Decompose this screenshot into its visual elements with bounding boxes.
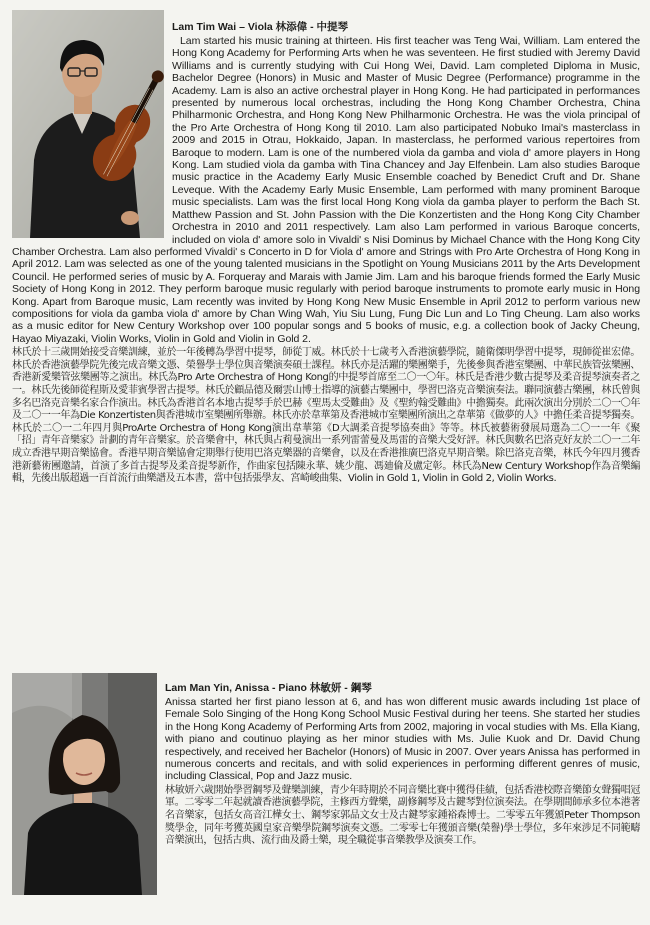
portrait-violist [12, 10, 164, 238]
bio-english-text: Anissa started her first piano lesson at 6, and has won different music awards including 1st place of Female Solo Singing of the Hong Kong School Music Festival during her teens. She started her studies in the Hong Kong Academy of Performing Arts from 2002, majoring in vocal studies with Ms. Ella Kiang, with piano and coutinuo playing as her minor studies with Ms. Julie Kuok and Dr. David Chung respectively, and received her Bachelor (Honors) of Music in 2007. Over years Anissa has performed in numerous concerts and recitals, and with solid experiences in performing different genres of music, including Classical, Pop and Jazz music. [165, 696, 640, 783]
bio-chinese-text: 林敏妍六歲開始學習鋼琴及聲樂訓練，青少年時期於不同音樂比賽中獲得佳績，包括香港校際音樂節女聲獨唱冠軍。二零零二年起就讀香港演藝學院，主修西方聲樂，副修鋼琴及古鍵琴對位演奏法。在學期間師承多位本港著名音樂家，包括女高音江樺女士、鋼琴家郭品文女士及古鍵琴家鍾裕森博士。二零零五年獲頒Peter Thompson獎學金，同年考獲英國皇家音樂學院鋼琴演奏文憑。二零零七年獲頒音樂(榮譽)學士學位，多年來涉足不同範疇音樂演出，包括古典、流行曲及爵士樂，現全職從事音樂教學及演奏工作。 [165, 784, 640, 847]
bio-heading: Lam Tim Wai – Viola 林添偉 - 中提琴 [172, 21, 349, 33]
bio-lam-tim-wai [12, 10, 640, 486]
pianist-photo-illustration [12, 673, 157, 895]
bio-heading: Lam Man Yin, Anissa - Piano 林敏妍 - 鋼琴 [165, 682, 372, 694]
bio-lam-man-yin [12, 673, 640, 897]
bio-chinese-text: 林氏於十三歲開始接受音樂訓練，並於一年後轉為學習中提琴，師從丁威。林氏於十七歲考入香港演藝學院，隨衛傑明學習中提琴，現師從崔宏偉。林氏於香港演藝學院先後完成音樂文憑、榮譽學士學位與音樂演奏碩士課程。林氏亦是活躍的樂團樂手，先後參與香港室樂團、中華民族管弦樂團、香港新愛樂管弦樂團等之演出。林氏為Pro Arte Orchestra of Hong Kong的中提琴首席至二〇一〇年。林氏是香港少數古提琴及柔音提琴演奏者之一。林氏先後師從程斯及愛菲賓學習古提琴。林氏於顧品德及爾雲山博士指導的演藝古樂團中，學習巴洛克音樂演奏法。聯同演藝古樂團，林氏曾與多名巴洛克音樂名家合作演出。林氏為香港首名本地古提琴手於巴赫《聖馬太受難曲》及《聖約翰受難曲》中擔獨奏。此兩次演出分別於二〇一〇年及二〇一一年為Die Konzertisten與香港城市室樂團所舉辦。林氏亦於韋華第及香港城市室樂團所演出之韋華第《做夢的人》中擔任柔音提琴獨奏。林氏於二〇一二年四月與ProArte Orchestra of Hong Kong演出韋華第《D大調柔音提琴協奏曲》等等。林氏被藝術發展局選為二〇一一年《聚「招」青年音樂家》計劃的青年音樂家。於音樂會中，林氏與占莉曼演出一系列雷蕾曼及馬雷的音樂大受好評。林氏與數名巴洛克好友於二〇一二年成立香港早期音樂協會。香港早期音樂協會定期舉行使用巴洛克樂器的音樂會，以及在香港推廣巴洛克早期音樂。除巴洛克音樂，林氏今年四月獲香港新藝術團邀請，首演了多首古提琴及柔音提琴新作，作曲家包括陳永華、姚少龍、馮廸倫及盧定彰。林氏為New Century Workshop作為音樂編輯，先後出版超過一百首流行曲樂譜及五本書，當中包括張學友、宮崎峻曲集、Violin in Gold 1, Violin in Gold 2, Violin Works. [12, 347, 640, 485]
violist-photo-illustration [12, 10, 164, 238]
bio-english-text: Lam started his music training at thirteen. His first teacher was Teng Wai, William. Lam entered the Hong Kong Academy for Performing Arts when he was seventeen. He first studied with Jeremy David Williams and is currently studying with Cui Hong Wei, David. Lam completed Diploma in Music, Bachelor Degree (Honors) in Music and Master of Music Degree (Performance) programme in the Academy. Lam is also an active orchestral player in Hong Kong. He had participated in performances presented by numerous local orchestras, including the Hong Kong Chamber Orchestra, China Philharmonic Orchestra, and Hong Kong New Philharmonic Orchestra. He was the viola principal of the Pro Arte Orchestra of Hong Kong til 2010. Lam also participated Nobuko Imai's masterclass in 2009 and 2015 in Otrau, Hokkaido, Japan. In masterclass, he performed various repertoires from Baroque to modern. Lam is one of the numbered viola da gamba and viola d' amore players in Hong Kong. Lam studied viola da gamba with Tina Chancey and Jay Elfenbein. Lam also studies Baroque music practice in the Academy Early Music Ensemble coached by Benedict Cruft and Dr. Shane Leveque. With the Academy Early Music Ensemble, Lam performed with many prominent Baroque music specialists. Lam was the first local Hong Kong viola da gamba player to perform the Bach St. Matthew Passion and St. John Passion with the Die Konzertisten and the Hong Kong City Chamber Orchestra in 2010 and 2011 respectively. Lam also Lam performed in various Baroque concerts, included on viola d' amore solo in Vivaldi' s Nisi Dominus by Michael Chance with the Hong Kong City Chamber Orchestra. Lam also performed Vivaldi' s Concerto in D for Viola d' amore and Strings with Pro Arte Orchestra of Hong Kong in April 2012. Lam was selected as one of the young talented musicians in the Spotlight on Young Musicians 2011 by the Arts Development Council. He performed series of music by A. Forqueray and Marais with Jamie Jim. Lam and his baroque friends formed the Early Music Society of Hong Kong in 2012. They perform baroque music regularly with period baroque instruments to promote early music in Hong Kong. Apart from Baroque music, Lam recently was invited by Hong Kong New Music Ensemble in April 2012 to perform various new compositions for viola da gamba viola d' amore by Chan Wing Wah, Yiu Siu Lung, Fung Dic Lun and Lo Ting Cheung. Lam also works as a music editor for New Century Workshop over 100 popular songs and 5 books of music, e.g. a collection book of Jacky Cheung, Hayao Miyazaki, Violin Works, Violin in Gold and Violin in Gold 2. [12, 35, 640, 345]
portrait-pianist [12, 673, 157, 895]
